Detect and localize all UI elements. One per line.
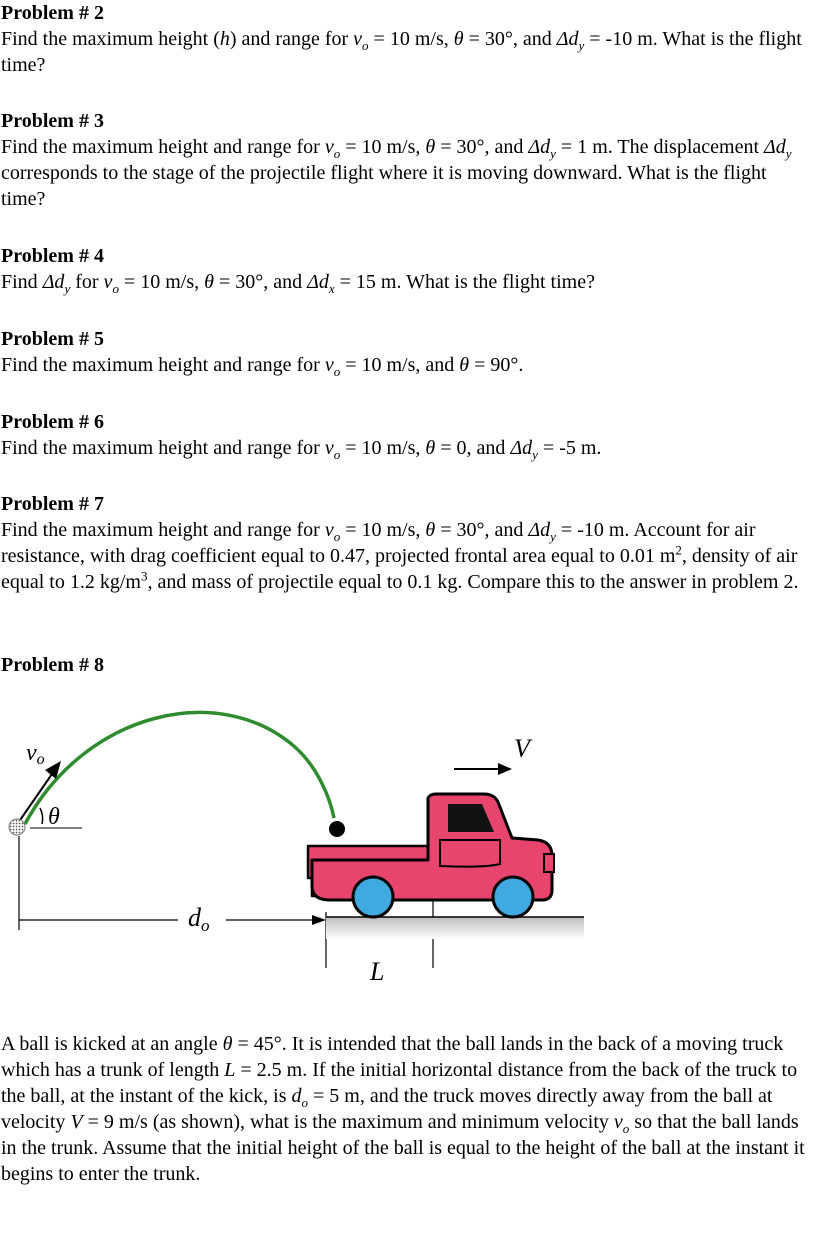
problem-5 [1,326,813,378]
problem-text: Find the maximum height and range for $v_o = 10$ m/s, θ = 30°, and $\Delta d_y = 1$ m. The displacement $\Delta d_y$ corresponds to the stage of the projectile flight where it is moving downward. What is the flight time? [1,136,792,210]
label-L: L [370,957,385,986]
figure-svg [0,690,600,1000]
problem-text: Find the maximum height (h) and range for $v_o = 10$ m/s, θ = 30°, and $\Delta d_y = -10$ m. What is the flight time? [1,28,802,76]
trajectory-arc [25,712,334,824]
truck-velocity-arrow [454,763,512,775]
projectile-truck-figure [0,690,600,1000]
truck [308,794,554,917]
problem-8 [1,652,813,678]
problem-text: Find the maximum height and range for $v_o = 10$ m/s, θ = 0, and $\Delta d_y = -5$ m. [1,437,602,462]
label-do: do [188,903,210,935]
label-V: V [514,734,530,763]
problem-8-text: A ball is kicked at an angle θ = 45°. It is intended that the ball lands in the back of a moving truck which has a trunk of length L = 2.5 m. If the initial horizontal distance from the back of the truck to the ball, at the instant of the kick, is $d_o = 5$ m, and the truck moves directly away from the ball at velocity V = 9 m/s (as shown), what is the maximum and minimum velocity $v_o$ so that the ball lands in the trunk. Assume that the initial height of the ball is equal to the height of the ball at the instant it begins to enter the trunk. [1,1033,805,1185]
problem-text: Find the maximum height and range for $v_o = 10$ m/s, θ = 30°, and $\Delta d_y = -10$ m. Account for air resistance, with drag coefficient equal to 0.47, projected frontal area equal to 0.01 $m^2$, density of air equal to 1.2 $kg/m^3$, and mass of projectile equal to 0.1 kg. Compare this to the answer in problem 2. [1,519,799,593]
problem-title: Problem # 2 [1,2,104,24]
problem-title: Problem # 7 [1,493,104,515]
problem-7 [1,491,813,595]
problem-6 [1,409,813,461]
problem-title: Problem # 3 [1,110,104,132]
angle-arc [40,808,43,824]
problem-3 [1,108,813,212]
truck-bumper [544,854,554,872]
ball-end [329,821,345,837]
problem-title: Problem # 6 [1,411,104,433]
problem-title: Problem # 5 [1,328,104,350]
problem-text: Find the maximum height and range for $v_o = 10$ m/s, and θ = 90°. [1,354,524,379]
label-vo: vo [26,740,45,768]
label-theta: θ [48,804,60,830]
problem-2 [1,0,813,78]
problem-title: Problem # 8 [1,654,104,676]
front-wheel [493,877,533,917]
problem-text: Find $\Delta d_y$ for $v_o = 10$ m/s, θ = 30°, and $\Delta d_x = 15$ m. What is the flight time? [1,271,595,296]
ball-start [9,819,25,835]
do-arrowhead [312,915,326,925]
problem-title: Problem # 4 [1,245,104,267]
rear-wheel [353,877,393,917]
ground [326,917,584,939]
problem-4 [1,243,813,295]
